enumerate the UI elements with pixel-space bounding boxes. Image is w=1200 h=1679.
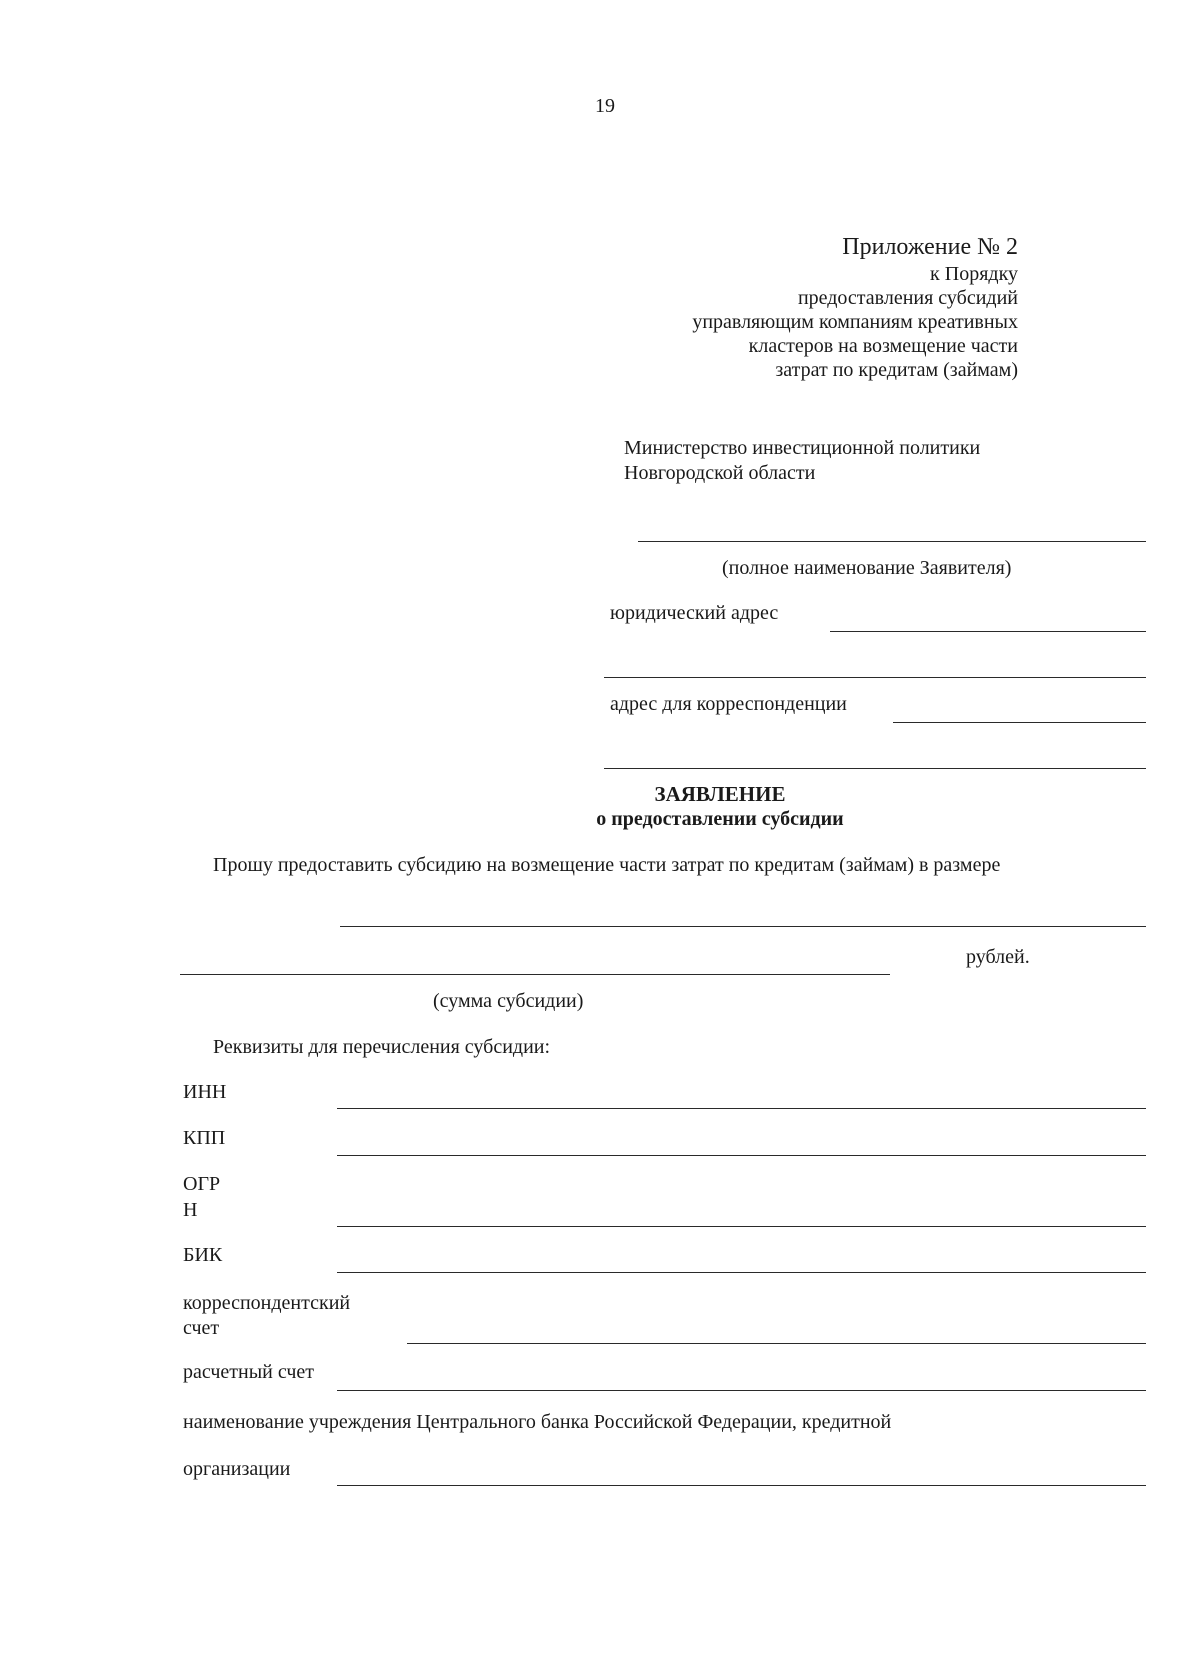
page-number: 19 — [595, 95, 615, 117]
appendix-header — [692, 232, 1018, 382]
settlement-account-label: расчетный счет — [183, 1361, 315, 1383]
bank-name-label-part1: наименование учреждения Центрального банка Российской Федерации, кредитной — [183, 1411, 892, 1433]
recipient-line-2: Новгородской области — [624, 462, 816, 484]
ogrn-field[interactable] — [337, 1226, 1146, 1227]
corr-account-label-part1: корреспондентский — [183, 1292, 351, 1314]
appendix-line: предоставления субсидий — [797, 287, 1018, 309]
document-title: ЗАЯВЛЕНИЕ — [654, 782, 786, 806]
appendix-line: к Порядку — [930, 263, 1018, 285]
kpp-label: КПП — [183, 1127, 226, 1149]
appendix-line: управляющим компаниям креативных — [692, 311, 1018, 333]
correspondence-address-label: адрес для корреспонденции — [610, 693, 847, 715]
appendix-title: Приложение № 2 — [842, 234, 1018, 260]
bik-field[interactable] — [337, 1272, 1146, 1273]
legal-address-field[interactable] — [830, 631, 1146, 632]
requisites-title: Реквизиты для перечисления субсидии: — [213, 1036, 551, 1058]
bank-name-label-part2: организации — [183, 1458, 291, 1480]
settlement-account-field[interactable] — [337, 1390, 1146, 1391]
recipient-line-1: Министерство инвестиционной политики — [624, 437, 981, 459]
subsidy-amount-field[interactable] — [340, 926, 1146, 927]
corr-account-field[interactable] — [407, 1343, 1146, 1344]
document-subtitle: о предоставлении субсидии — [596, 808, 844, 830]
inn-label: ИНН — [183, 1081, 227, 1103]
correspondence-address-field-continued[interactable] — [604, 768, 1146, 769]
subsidy-amount-caption: (сумма субсидии) — [433, 990, 584, 1012]
applicant-name-caption: (полное наименование Заявителя) — [722, 557, 1012, 579]
legal-address-field-continued[interactable] — [604, 677, 1146, 678]
request-text: Прошу предоставить субсидию на возмещение части затрат по кредитам (займам) в размере — [213, 854, 1001, 876]
bank-name-field[interactable] — [337, 1485, 1146, 1486]
ogrn-label-part1: ОГР — [183, 1173, 221, 1195]
inn-field[interactable] — [337, 1108, 1146, 1109]
appendix-line: затрат по кредитам (займам) — [775, 359, 1018, 381]
applicant-name-field[interactable] — [638, 541, 1146, 542]
bik-label: БИК — [183, 1244, 223, 1266]
subsidy-amount-field-continued[interactable] — [180, 974, 890, 975]
legal-address-label: юридический адрес — [610, 602, 779, 624]
kpp-field[interactable] — [337, 1155, 1146, 1156]
currency-label: рублей. — [966, 946, 1030, 968]
correspondence-address-field[interactable] — [893, 722, 1146, 723]
appendix-line: кластеров на возмещение части — [748, 335, 1018, 357]
corr-account-label-part2: счет — [183, 1317, 220, 1339]
ogrn-label-part2: Н — [183, 1199, 198, 1221]
